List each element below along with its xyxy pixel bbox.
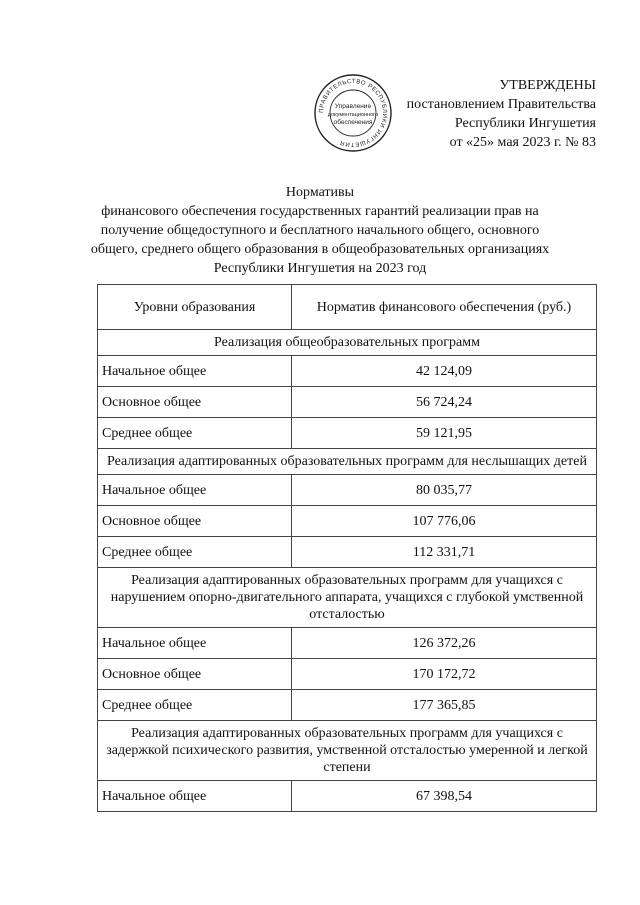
table-row bbox=[98, 506, 597, 537]
value-cell: 56 724,24 bbox=[292, 387, 597, 418]
seal-line-1: Управление bbox=[334, 103, 372, 110]
table-row bbox=[98, 628, 597, 659]
approval-date-number: от «25» мая 2023 г. № 83 bbox=[449, 135, 596, 150]
section-row bbox=[98, 568, 597, 628]
approval-republic: Республики Ингушетия bbox=[454, 116, 596, 131]
table-row bbox=[98, 356, 597, 387]
header-norm: Норматив финансового обеспечения (руб.) bbox=[292, 285, 597, 330]
value-cell: 42 124,09 bbox=[292, 356, 597, 387]
approval-decree: постановлением Правительства bbox=[406, 97, 596, 112]
level-cell: Основное общее bbox=[98, 659, 292, 690]
value-cell: 126 372,26 bbox=[292, 628, 597, 659]
header-levels: Уровни образования bbox=[98, 285, 292, 330]
value-cell: 177 365,85 bbox=[292, 690, 597, 721]
title-line-1: Нормативы bbox=[285, 185, 355, 200]
value-cell: 80 035,77 bbox=[292, 475, 597, 506]
title-line-2: финансового обеспечения государственных гарантий реализации прав на bbox=[101, 204, 539, 219]
official-seal bbox=[313, 73, 393, 153]
title-line-5: Республики Ингушетия на 2023 год bbox=[213, 261, 427, 276]
value-cell: 112 331,71 bbox=[292, 537, 597, 568]
document-title bbox=[60, 183, 580, 278]
value-cell: 59 121,95 bbox=[292, 418, 597, 449]
section-title: Реализация адаптированных образовательных программ для неслышащих детей bbox=[98, 449, 597, 475]
section-row bbox=[98, 449, 597, 475]
table-row bbox=[98, 537, 597, 568]
level-cell: Среднее общее bbox=[98, 418, 292, 449]
section-row bbox=[98, 330, 597, 356]
seal-line-3: обеспечения bbox=[333, 119, 373, 126]
section-row bbox=[98, 721, 597, 781]
table-header-row bbox=[98, 285, 597, 330]
level-cell: Среднее общее bbox=[98, 537, 292, 568]
table-row bbox=[98, 475, 597, 506]
section-title: Реализация адаптированных образовательных программ для учащихся с нарушением опорно-двигательного аппарата, учащихся с глубокой умственной отсталостью bbox=[98, 568, 597, 628]
norms-table bbox=[97, 284, 597, 812]
seal-line-2: документационного bbox=[327, 112, 379, 118]
title-line-3: получение общедоступного и бесплатного начального общего, основного bbox=[100, 223, 540, 238]
approval-heading: УТВЕРЖДЕНЫ bbox=[499, 78, 596, 93]
table-row bbox=[98, 781, 597, 812]
value-cell: 170 172,72 bbox=[292, 659, 597, 690]
level-cell: Начальное общее bbox=[98, 356, 292, 387]
level-cell: Основное общее bbox=[98, 506, 292, 537]
table-row bbox=[98, 659, 597, 690]
level-cell: Начальное общее bbox=[98, 781, 292, 812]
value-cell: 107 776,06 bbox=[292, 506, 597, 537]
section-title: Реализация общеобразовательных программ bbox=[98, 330, 597, 356]
table-row bbox=[98, 418, 597, 449]
section-title: Реализация адаптированных образовательных программ для учащихся с задержкой психического развития, умственной отсталостью умеренной и легкой степени bbox=[98, 721, 597, 781]
level-cell: Начальное общее bbox=[98, 475, 292, 506]
seal-ring-text: ПРАВИТЕЛЬСТВО РЕСПУБЛИКИ ИНГУШЕТИЯ bbox=[318, 78, 388, 148]
table-row bbox=[98, 387, 597, 418]
level-cell: Основное общее bbox=[98, 387, 292, 418]
level-cell: Среднее общее bbox=[98, 690, 292, 721]
value-cell: 67 398,54 bbox=[292, 781, 597, 812]
table-row bbox=[98, 690, 597, 721]
title-line-4: общего, среднего общего образования в общеобразовательных организациях bbox=[90, 242, 550, 257]
level-cell: Начальное общее bbox=[98, 628, 292, 659]
